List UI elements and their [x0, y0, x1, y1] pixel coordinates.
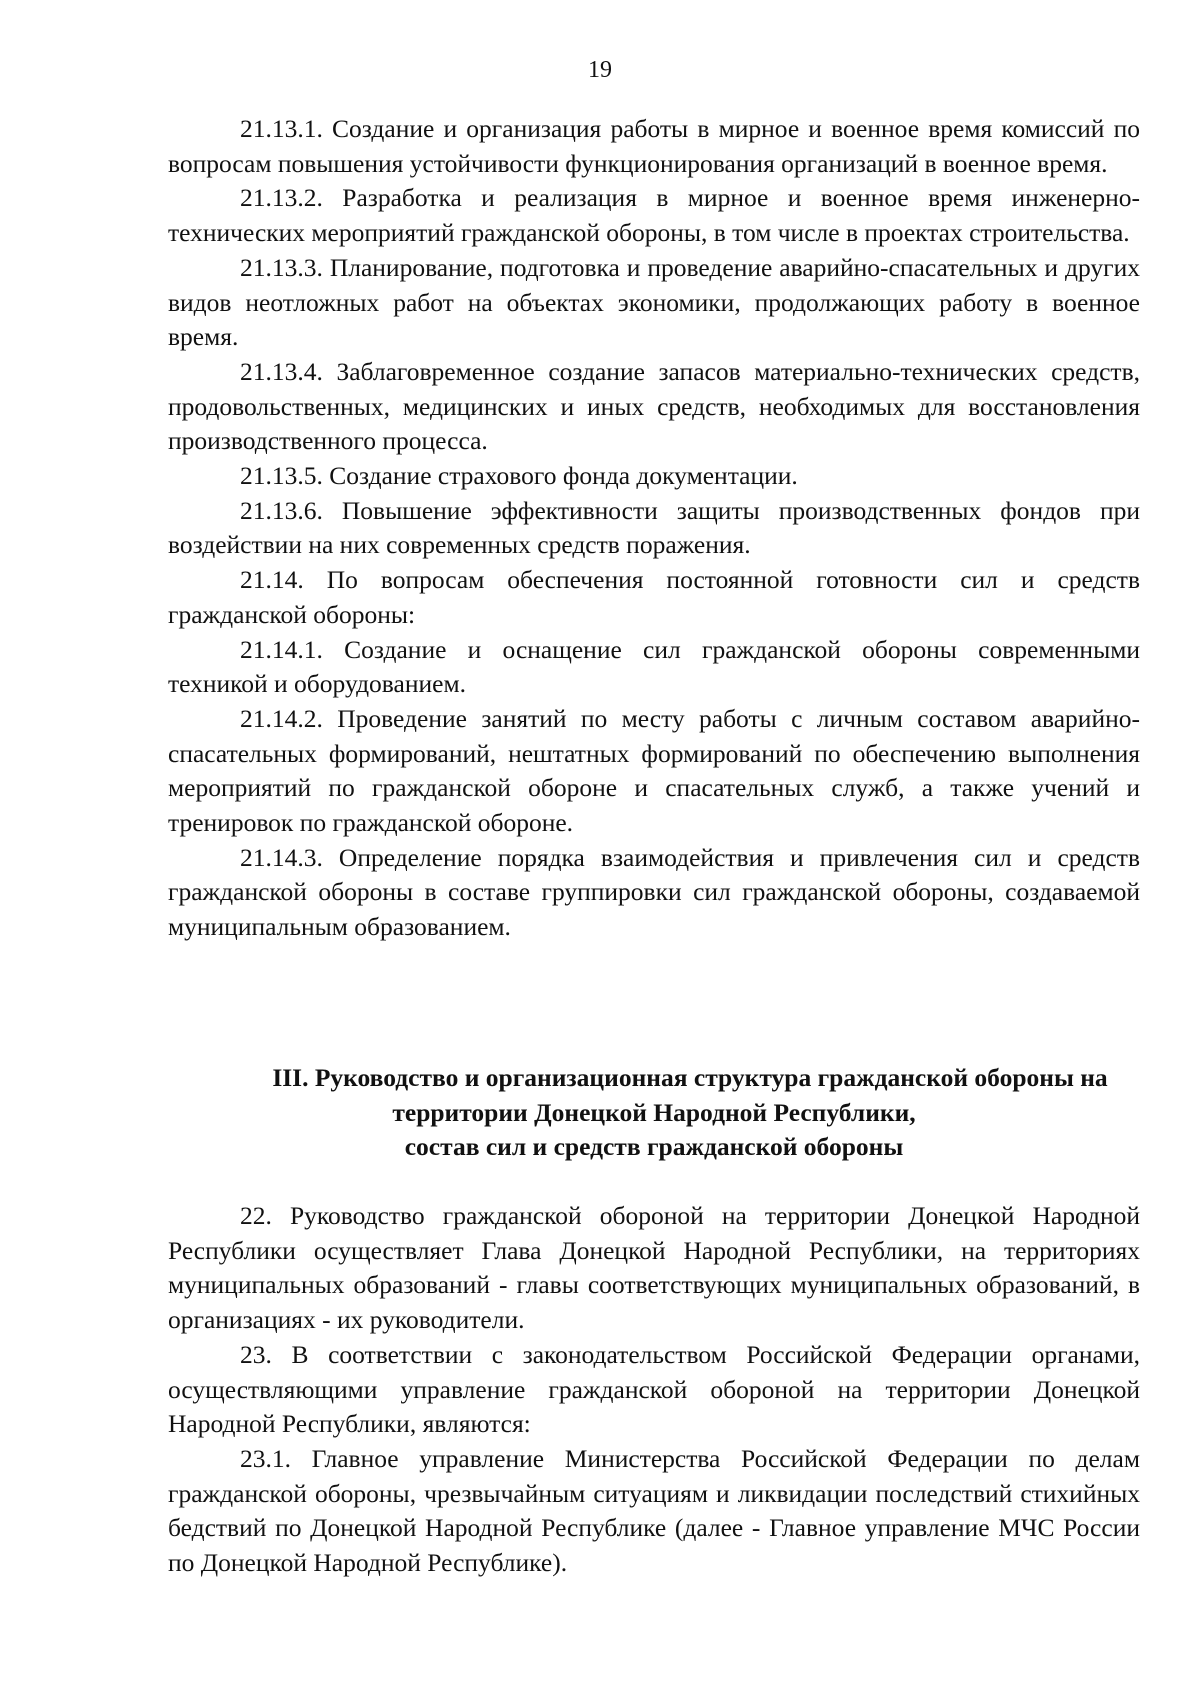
- paragraph-21-13-3: 21.13.3. Планирование, подготовка и проведение аварийно-спасательных и других видов неотложных работ на объектах экономики, продолжающих работу в военное время.: [168, 252, 1140, 352]
- paragraph-21-14-1: 21.14.1. Создание и оснащение сил гражданской обороны современными техникой и оборудованием.: [168, 634, 1140, 699]
- paragraph-21-14-2: 21.14.2. Проведение занятий по месту работы с личным составом аварийно-спасательных формирований, нештатных формирований по обеспечению выполнения мероприятий по гражданской обороне и спасательных служб, а также учений и тренировок по гражданской обороне.: [168, 703, 1140, 838]
- section-heading-line-2: территории Донецкой Народной Республики,: [392, 1097, 916, 1127]
- body-text-upper: [168, 112, 1140, 945]
- paragraph-21-13-2: 21.13.2. Разработка и реализация в мирное и военное время инженерно-технических мероприятий гражданской обороны, в том числе в проектах строительства.: [168, 183, 1140, 248]
- paragraph-21-13-1: 21.13.1. Создание и организация работы в мирное и военное время комиссий по вопросам повышения устойчивости функционирования организаций в военное время.: [168, 114, 1140, 178]
- section-heading: [168, 1061, 1140, 1165]
- paragraph-21-14: 21.14. По вопросам обеспечения постоянной готовности сил и средств гражданской обороны:: [168, 565, 1140, 629]
- paragraph-23: 23. В соответствии с законодательством Российской Федерации органами, осуществляющими управление гражданской обороной на территории Донецкой Народной Республики, являются:: [168, 1339, 1140, 1439]
- paragraph-21-14-3: 21.14.3. Определение порядка взаимодействия и привлечения сил и средств гражданской обороны в составе группировки сил гражданской обороны, создаваемой муниципальным образованием.: [168, 842, 1140, 942]
- paragraph-22: 22. Руководство гражданской обороной на территории Донецкой Народной Республики осуществляет Глава Донецкой Народной Республики, на территориях муниципальных образований - главы соответствующих муниципальных образований, в организациях - их руководители.: [168, 1201, 1140, 1335]
- paragraph-21-13-4: 21.13.4. Заблаговременное создание запасов материально-технических средств, продовольственных, медицинских и иных средств, необходимых для восстановления производственного процесса.: [168, 356, 1140, 456]
- section-heading-line-1: III. Руководство и организационная структура гражданской обороны на: [272, 1063, 1108, 1092]
- paragraph-21-13-5: 21.13.5. Создание страхового фонда документации.: [240, 461, 798, 491]
- paragraph-23-1: 23.1. Главное управление Министерства Российской Федерации по делам гражданской обороны, чрезвычайным ситуациям и ликвидации последствий стихийных бедствий по Донецкой Народной Республике (далее - Главное управление МЧС России по Донецкой Народной Республике).: [168, 1443, 1140, 1578]
- page-number: 19: [588, 57, 612, 83]
- paragraph-21-13-6: 21.13.6. Повышение эффективности защиты производственных фондов при воздействии на них современных средств поражения.: [168, 495, 1140, 560]
- body-text-lower: [168, 1199, 1140, 1581]
- section-heading-line-3: состав сил и средств гражданской обороны: [404, 1132, 904, 1162]
